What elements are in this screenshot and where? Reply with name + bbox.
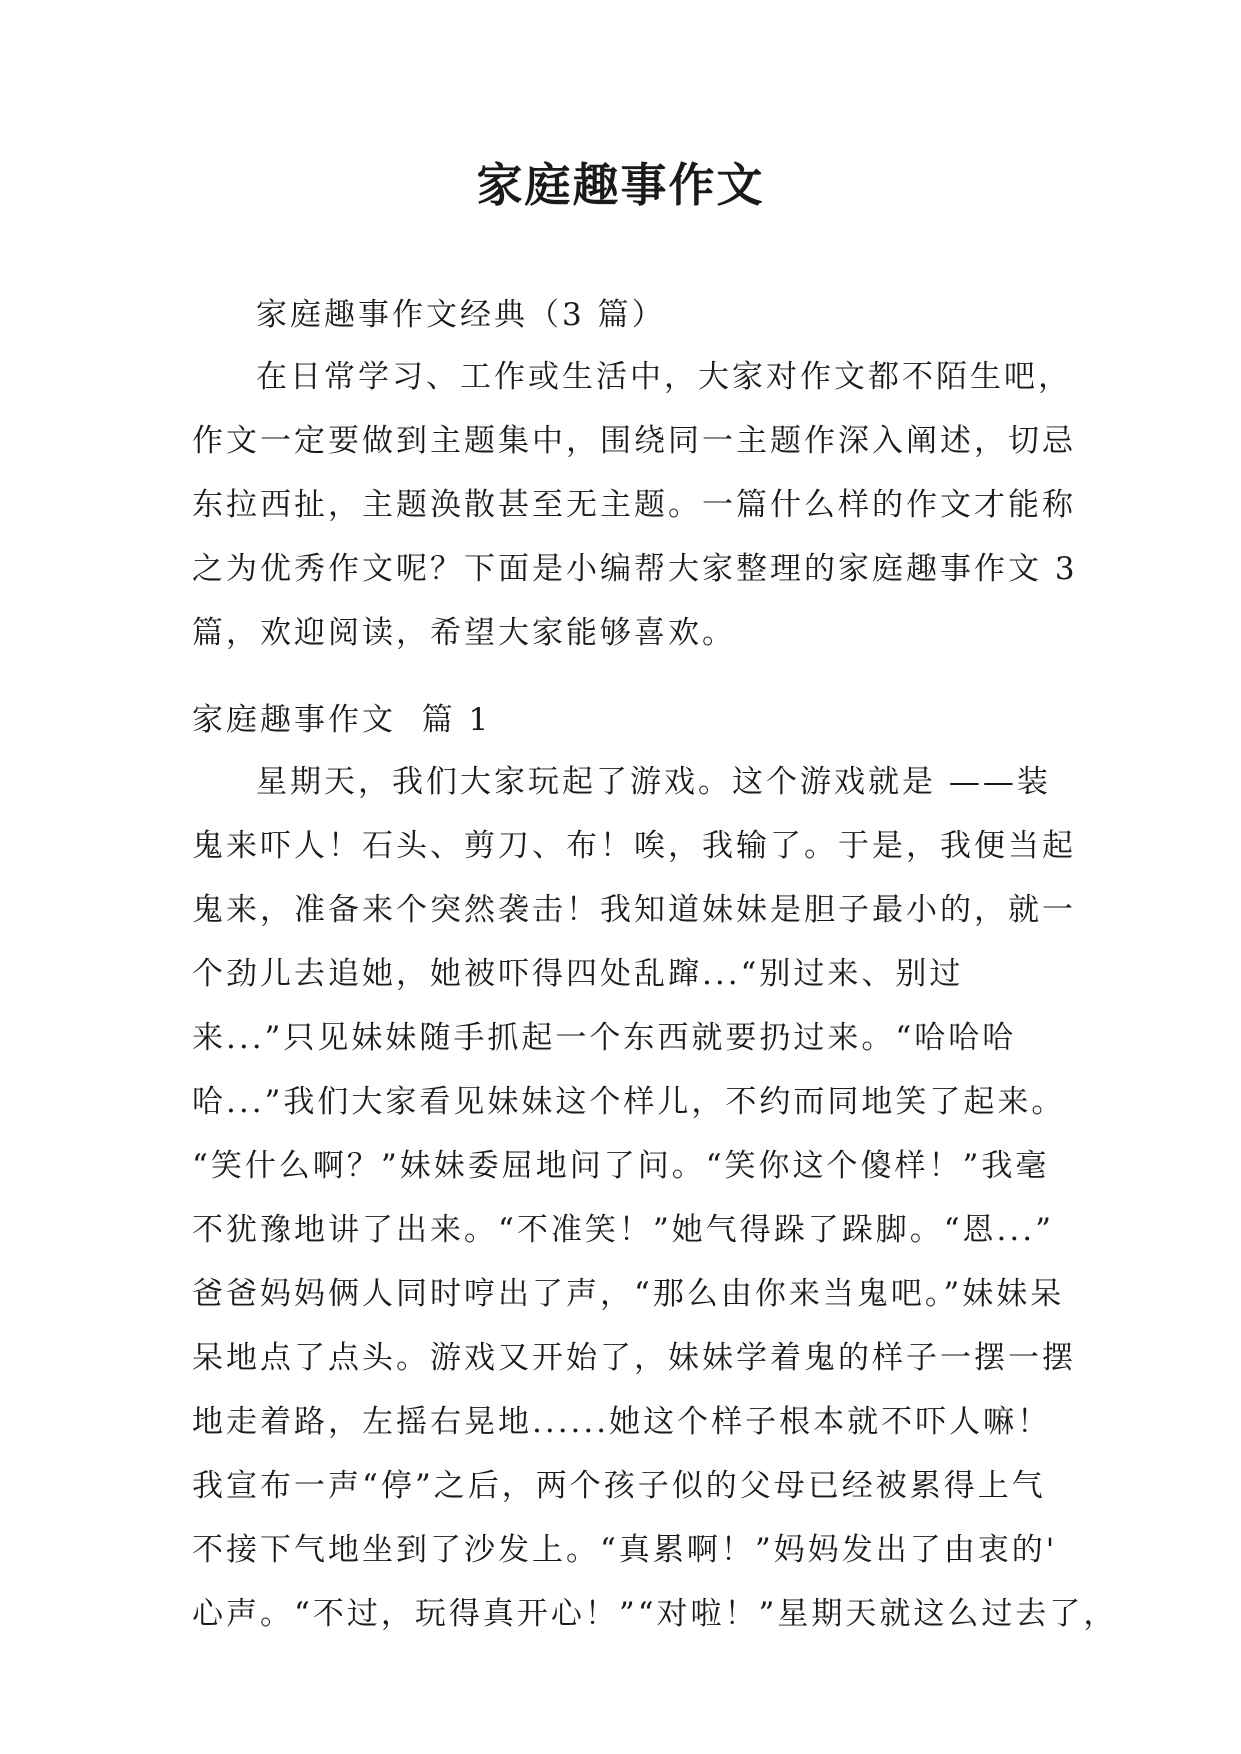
section-heading: 家庭趣事作文 篇 1 — [192, 702, 492, 738]
paragraph-line: 爸爸妈妈俩人同时哼出了声，“那么由你来当鬼吧。”妹妹呆 — [192, 1276, 1065, 1312]
paragraph-line: 不犹豫地讲了出来。“不准笑！”她气得跺了跺脚。“恩...” — [192, 1212, 1054, 1248]
paragraph-line: 在日常学习、工作或生活中，大家对作文都不陌生吧， — [256, 359, 1072, 395]
paragraph-line: 鬼来，准备来个突然袭击！我知道妹妹是胆子最小的，就一 — [192, 892, 1076, 928]
paragraph-line: 呆地点了点头。游戏又开始了，妹妹学着鬼的样子一摆一摆 — [192, 1340, 1076, 1376]
paragraph-line: 地走着路，左摇右晃地......她这个样子根本就不吓人嘛！ — [192, 1404, 1052, 1440]
section-heading-block — [192, 688, 1092, 752]
document-title: 家庭趣事作文 — [476, 158, 765, 212]
intro-paragraph — [192, 345, 1092, 665]
paragraph-line: “笑什么啊？”妹妹委屈地问了问。“笑你这个傻样！”我毫 — [192, 1148, 1050, 1184]
paragraph-line: 心声。“不过，玩得真开心！”“对啦！”星期天就这么过去了， — [192, 1596, 1118, 1632]
paragraph-line: 个劲儿去追她，她被吓得四处乱蹿...“别过来、别过 — [192, 956, 964, 992]
section-paragraph — [192, 750, 1118, 1646]
paragraph-line: 哈...”我们大家看见妹妹这个样儿，不约而同地笑了起来。 — [192, 1084, 1066, 1120]
paragraph-line: 篇，欢迎阅读，希望大家能够喜欢。 — [192, 615, 736, 651]
paragraph-line: 来...”只见妹妹随手抓起一个东西就要扔过来。“哈哈哈 — [192, 1020, 1017, 1056]
paragraph-line: 不接下气地坐到了沙发上。“真累啊！”妈妈发出了由衷的' — [192, 1532, 1058, 1568]
paragraph-line: 之为优秀作文呢？下面是小编帮大家整理的家庭趣事作文 3 — [192, 551, 1078, 587]
paragraph-line: 鬼来吓人！石头、剪刀、布！唉，我输了。于是，我便当起 — [192, 828, 1076, 864]
subtitle: 家庭趣事作文经典（3 篇） — [256, 297, 666, 333]
paragraph-line: 作文一定要做到主题集中，围绕同一主题作深入阐述，切忌 — [192, 423, 1076, 459]
paragraph-line: 东拉西扯，主题涣散甚至无主题。一篇什么样的作文才能称 — [192, 487, 1076, 523]
paragraph-line: 我宣布一声“停”之后，两个孩子似的父母已经被累得上气 — [192, 1468, 1046, 1504]
paragraph-line: 星期天，我们大家玩起了游戏。这个游戏就是 ——装 — [256, 764, 1051, 800]
subtitle-block — [192, 283, 1092, 347]
